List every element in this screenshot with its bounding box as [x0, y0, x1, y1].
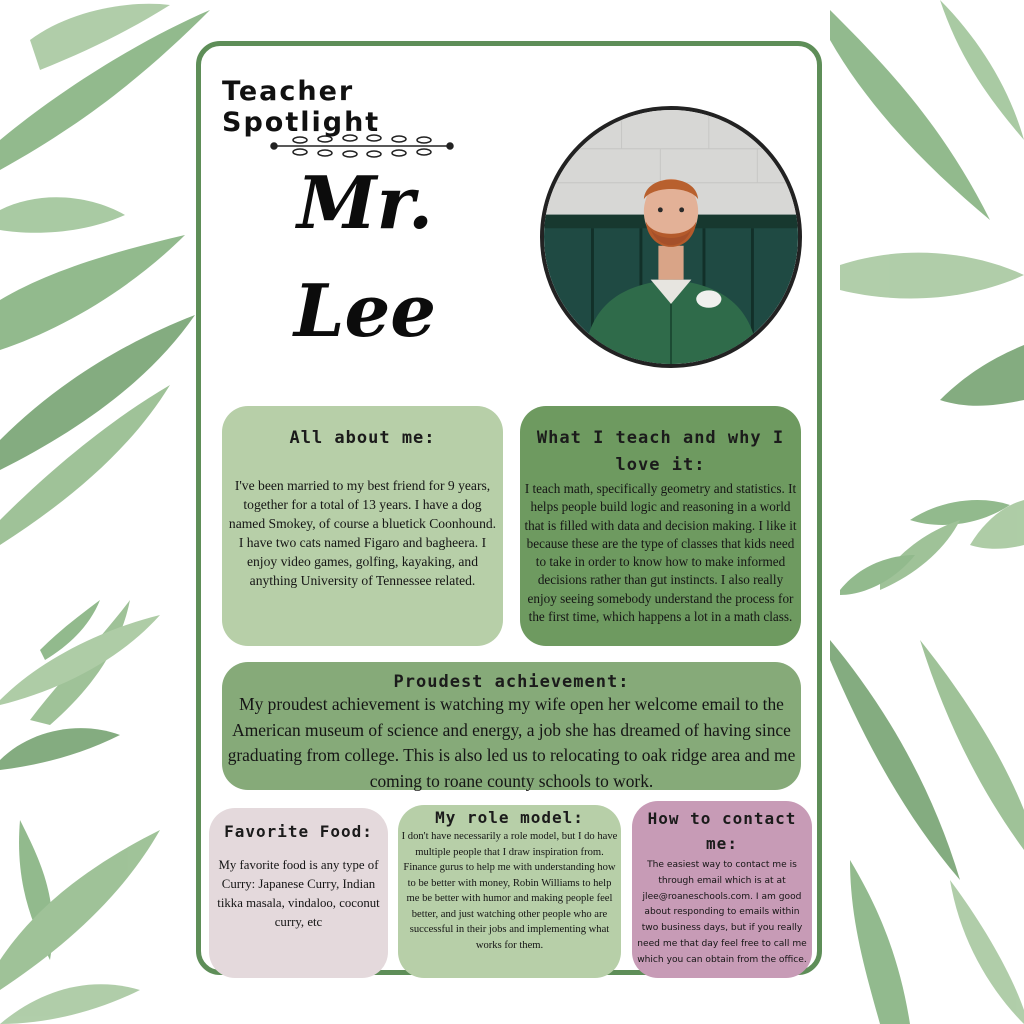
proudest-achievement-box	[222, 662, 801, 790]
what-i-teach-text: I teach math, specifically geometry and statistics. It helps people build logic and reasoning in a world that is filled with data and decision making. I like it because these are the type of classes that kids need to take in order to know how to make informed decisions rather than gut instincts. I also really enjoy seeing somebody understand the process for the first time, which happens a lot in a math class.	[524, 481, 797, 625]
teacher-name-line2: Lee	[293, 268, 437, 353]
contact-box	[632, 801, 812, 978]
what-i-teach-heading: What I teach and why I love it:	[536, 428, 785, 475]
contact-text: The easiest way to contact me is through email which is at at jlee@roaneschools.com. I am good about responding to emails within two business days, but if you really need me that day feel free to call me which you can obtain from the office.	[637, 860, 807, 965]
laurel-flourish-icon	[270, 128, 454, 164]
favorite-food-text: My favorite food is any type of Curry: Japanese Curry, Indian tikka masala, vindaloo, coconut curry, etc	[217, 858, 380, 929]
teacher-photo	[540, 106, 802, 368]
page-title: Teacher Spotlight	[222, 76, 381, 138]
role-model-heading: My role model:	[435, 808, 584, 827]
teacher-name-line1: Mr.	[296, 160, 434, 245]
role-model-box	[398, 805, 621, 978]
contact-heading: How to contact me:	[647, 809, 797, 853]
teacher-portrait-image	[544, 110, 798, 364]
proudest-achievement-text: My proudest achievement is watching my wife open her welcome email to the American museum of science and energy, a job she has dreamed of having since graduating from college. This is also led us to relocating to oak ridge area and me coming to roane county schools to work.	[227, 694, 796, 791]
about-me-heading: All about me:	[289, 428, 436, 448]
about-me-text: I've been married to my best friend for 9 years, together for a total of 13 years. I have a dog named Smokey, of course a bluetick Coonhound. I have two cats named Figaro and bagheera. I enjoy video games, golfing, kayaking, and anything University of Tennessee related.	[228, 478, 497, 588]
what-i-teach-box	[520, 406, 801, 646]
favorite-food-heading: Favorite Food:	[224, 822, 373, 841]
about-me-box	[222, 406, 503, 646]
favorite-food-box	[209, 808, 388, 978]
proudest-achievement-heading: Proudest achievement:	[393, 672, 630, 692]
role-model-text: I don't have necessarily a role model, but I do have multiple people that I draw inspiration from. Finance gurus to help me with understanding how to be better with money, Robin Williams to help me be better with humor and making people feel better, and just watching other people who are successful in their jobs and implementing what works for them.	[401, 831, 618, 951]
